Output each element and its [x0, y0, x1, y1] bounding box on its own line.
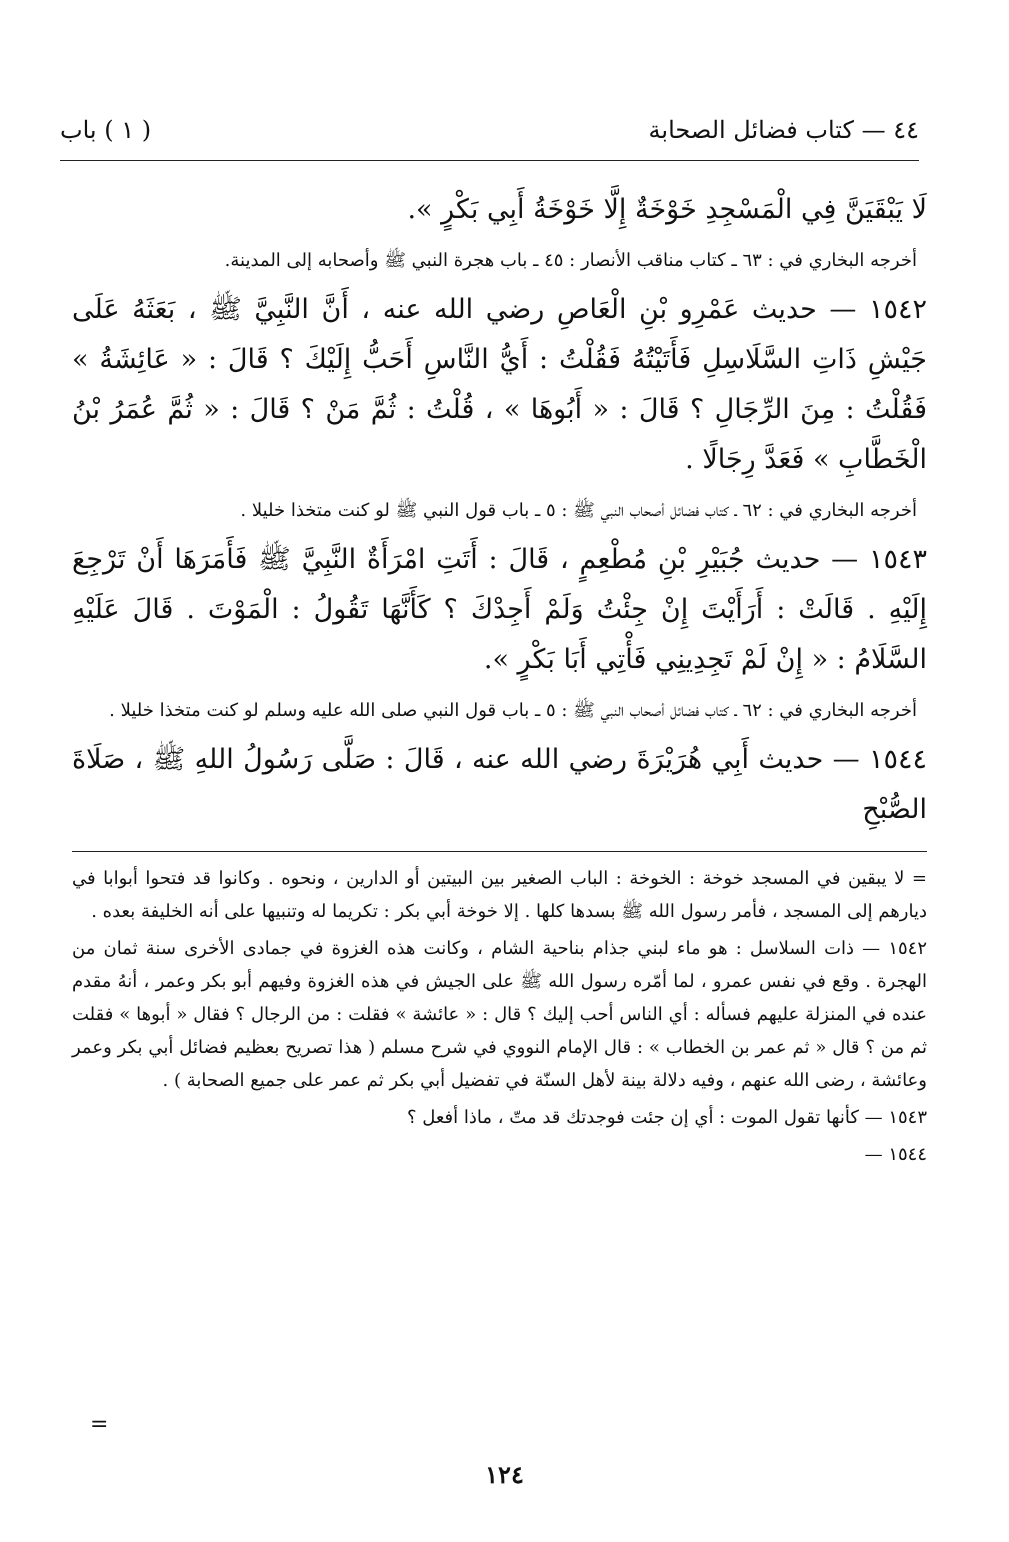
- page-number: ١٢٤: [485, 1460, 524, 1489]
- chapter-label: ( ١ ) باب: [60, 116, 152, 144]
- footnote: = لا يبقين في المسجد خوخة : الخوخة : الباب الصغير بين البيتين أو الدارين ، ونحوه . وكانوا قد فتحوا أبوابا في ديارهم إلى المسجد ، فأمر رسول الله ﷺ بسدها كلها . إلا خوخة أبي بكر : تكريما له وتنبيها على أنه الخليفة بعده .: [72, 868, 927, 922]
- source-reference: أخرجه البخاري في : ٦٢ ـ كتاب فضائل أصحاب النبي ﷺ : ٥ ـ باب قول النبي صلى الله عليه وسلم لو كنت متخذا خليلا .: [109, 700, 917, 721]
- running-header: [60, 110, 919, 160]
- hadith-text: ١٥٤٤ — حديث أَبِي هُرَيْرَةَ رضي الله عنه ، قَالَ : صَلَّى رَسُولُ اللهِ ﷺ ، صَلَاةَ الصُّبْحِ: [72, 744, 927, 825]
- footnote: ١٥٤٣ — كأنها تقول الموت : أي إن جئت فوجدتك قد متّ ، ماذا أفعل ؟: [406, 1107, 927, 1128]
- page-content: [72, 185, 927, 1175]
- footnote: ١٥٤٤ —: [864, 1144, 927, 1165]
- hadith-text: لَا يَبْقَيَنَّ فِي الْمَسْجِدِ خَوْخَةٌ إِلَّا خَوْخَةُ أَبِي بَكْرٍ ».: [407, 194, 927, 225]
- footnotes-rule: [72, 851, 927, 852]
- book-title: ٤٤ — كتاب فضائل الصحابة: [648, 116, 919, 144]
- footnote: ١٥٤٢ — ذات السلاسل : هو ماء لبني جذام بناحية الشام ، وكانت هذه الغزوة في جمادى الأخرى سنة ثمان من الهجرة . وقع في نفس عمرو ، لما أمّره رسول الله ﷺ على الجيش في هذه الغزوة وفيهم أبو بكر وعمر ، أنهُ مقدم عنده في المنزلة عليهم فسأله : أي الناس أحب إليك ؟ قال : « عائشة » فقلت : من الرجال ؟ فقال « أبوها » فقلت ثم من ؟ قال « ثم عمر بن الخطاب » : قال الإمام النووي في شرح مسلم ( هذا تصريح بعظيم فضائل أبي بكر وعمر وعائشة ، رضى الله عنهم ، وفيه دلالة بينة لأهل السنّة في تفضيل أبي بكر ثم عمر على جميع الصحابة ) .: [72, 938, 927, 1091]
- header-rule: [60, 160, 919, 161]
- source-reference: أخرجه البخاري في : ٦٣ ـ كتاب مناقب الأنصار : ٤٥ ـ باب هجرة النبي ﷺ وأصحابه إلى المدينة.: [224, 250, 917, 271]
- continuation-mark: =: [90, 1412, 109, 1437]
- hadith-text: ١٥٤٢ — حديث عَمْرِو بْنِ الْعَاصِ رضي الله عنه ، أَنَّ النَّبِيَّ ﷺ ، بَعَثَهُ عَلَى جَيْشِ ذَاتِ السَّلَاسِلِ فَأَتَيْتُهُ فَقُلْتُ : أَيُّ النَّاسِ أَحَبُّ إِلَيْكَ ؟ قَالَ : « عَائِشَةُ » فَقُلْتُ : مِنَ الرِّجَالِ ؟ قَالَ : « أَبُوهَا » ، قُلْتُ : ثُمَّ مَنْ ؟ قَالَ : « ثُمَّ عُمَرُ بْنُ الْخَطَّابِ » فَعَدَّ رِجَالًا .: [72, 294, 927, 475]
- hadith-text: ١٥٤٣ — حديث جُبَيْرِ بْنِ مُطْعِمٍ ، قَالَ : أَتَتِ امْرَأَةٌ النَّبِيَّ ﷺ فَأَمَرَهَا أَنْ تَرْجِعَ إِلَيْهِ . قَالَتْ : أَرَأَيْتَ إِنْ جِئْتُ وَلَمْ أَجِدْكَ ؟ كَأَنَّهَا تَقُولُ : الْمَوْتَ . قَالَ عَلَيْهِ السَّلَامُ : « إِنْ لَمْ تَجِدِينِي فَأْتِي أَبَا بَكْرٍ ».: [72, 544, 927, 675]
- source-reference: أخرجه البخاري في : ٦٢ ـ كتاب فضائل أصحاب النبي ﷺ : ٥ ـ باب قول النبي ﷺ لو كنت متخذا خليلا .: [240, 500, 917, 521]
